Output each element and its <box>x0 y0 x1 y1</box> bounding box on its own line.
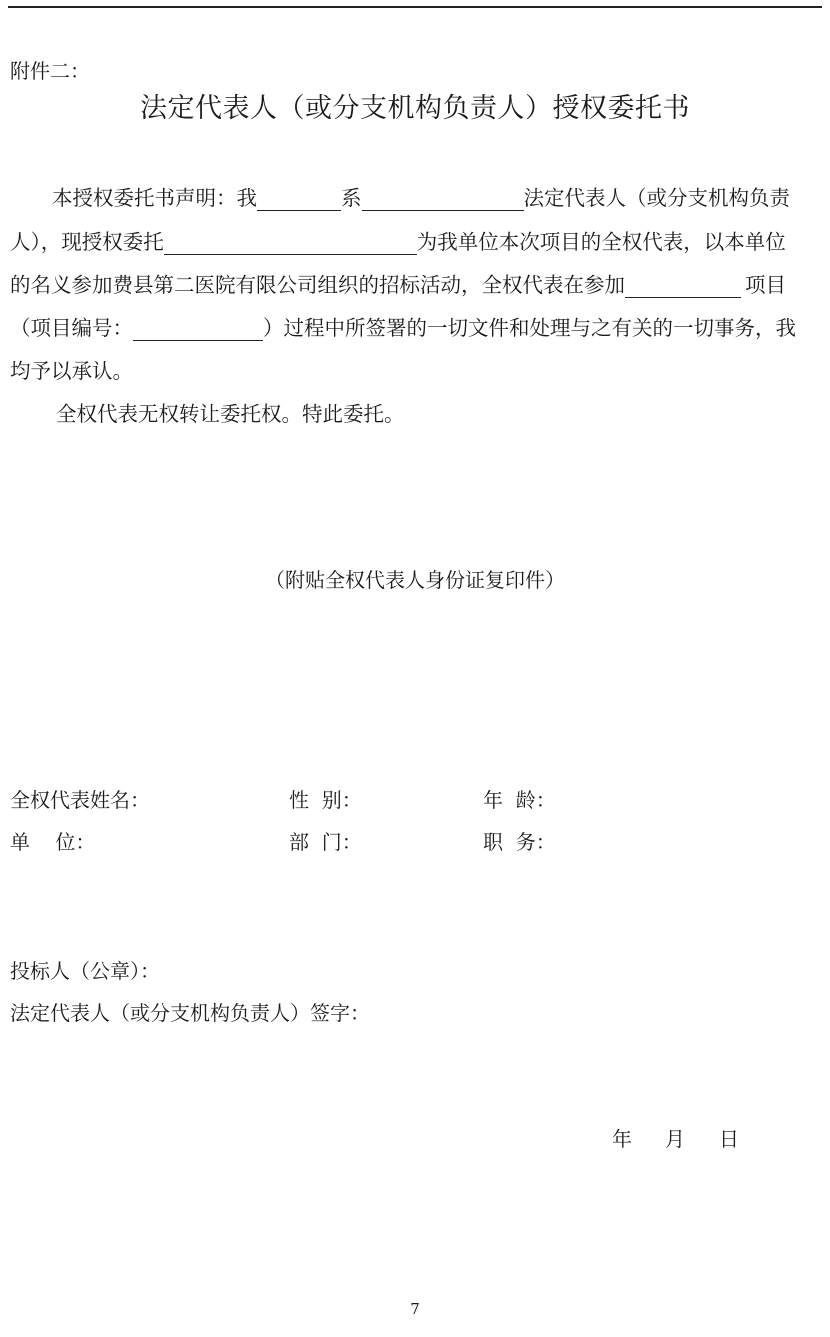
document-title: 法定代表人（或分支机构负责人）授权委托书 <box>140 93 690 124</box>
body-text: 系 <box>341 186 362 210</box>
bidder-seal-label: 投标人（公章）： <box>10 959 160 983</box>
body-line-1 <box>10 181 822 211</box>
body-text: 人），现授权委托 <box>10 230 164 254</box>
page-number: 7 <box>410 1300 420 1318</box>
blank-name <box>257 188 341 211</box>
id-copy-note: （附贴全权代表人身份证复印件） <box>265 568 565 592</box>
blank-project <box>625 275 741 298</box>
body-text: 均予以承认。 <box>10 359 133 383</box>
attachment-label: 附件二： <box>10 59 90 83</box>
date-year: 年 <box>612 1127 632 1151</box>
blank-delegate <box>164 232 417 255</box>
field-position: 职 务： <box>483 830 556 854</box>
blank-project-number <box>133 318 263 341</box>
field-gender: 性 别： <box>289 788 362 812</box>
body-text: 项目 <box>745 273 786 297</box>
field-department: 部 门： <box>289 830 362 854</box>
body-line-4 <box>10 311 822 341</box>
body-text: ）过程中所签署的一切文件和处理与之有关的一切事务，我 <box>263 316 796 340</box>
body-text: 法定代表人（或分支机构负责 <box>523 186 790 210</box>
body-line-6 <box>10 397 822 427</box>
body-text: 本授权委托书声明：我 <box>52 186 257 210</box>
field-delegate-name: 全权代表姓名： <box>10 788 150 812</box>
blank-company <box>362 188 524 211</box>
body-line-5 <box>10 354 822 384</box>
top-rule <box>8 6 822 8</box>
date-month: 月 <box>665 1127 685 1151</box>
body-text: 为我单位本次项目的全权代表，以本单位 <box>416 230 786 254</box>
date-day: 日 <box>719 1127 739 1151</box>
field-unit: 单 位： <box>10 830 96 854</box>
body-text: （项目编号： <box>10 316 133 340</box>
body-text: 全权代表无权转让委托权。特此委托。 <box>56 402 405 426</box>
body-line-3 <box>10 268 822 298</box>
body-text: 的名义参加费县第二医院有限公司组织的招标活动，全权代表在参加 <box>10 273 625 297</box>
field-age: 年 龄： <box>483 788 556 812</box>
body-line-2 <box>10 225 822 255</box>
legal-rep-signature-label: 法定代表人（或分支机构负责人）签字： <box>10 1001 370 1025</box>
